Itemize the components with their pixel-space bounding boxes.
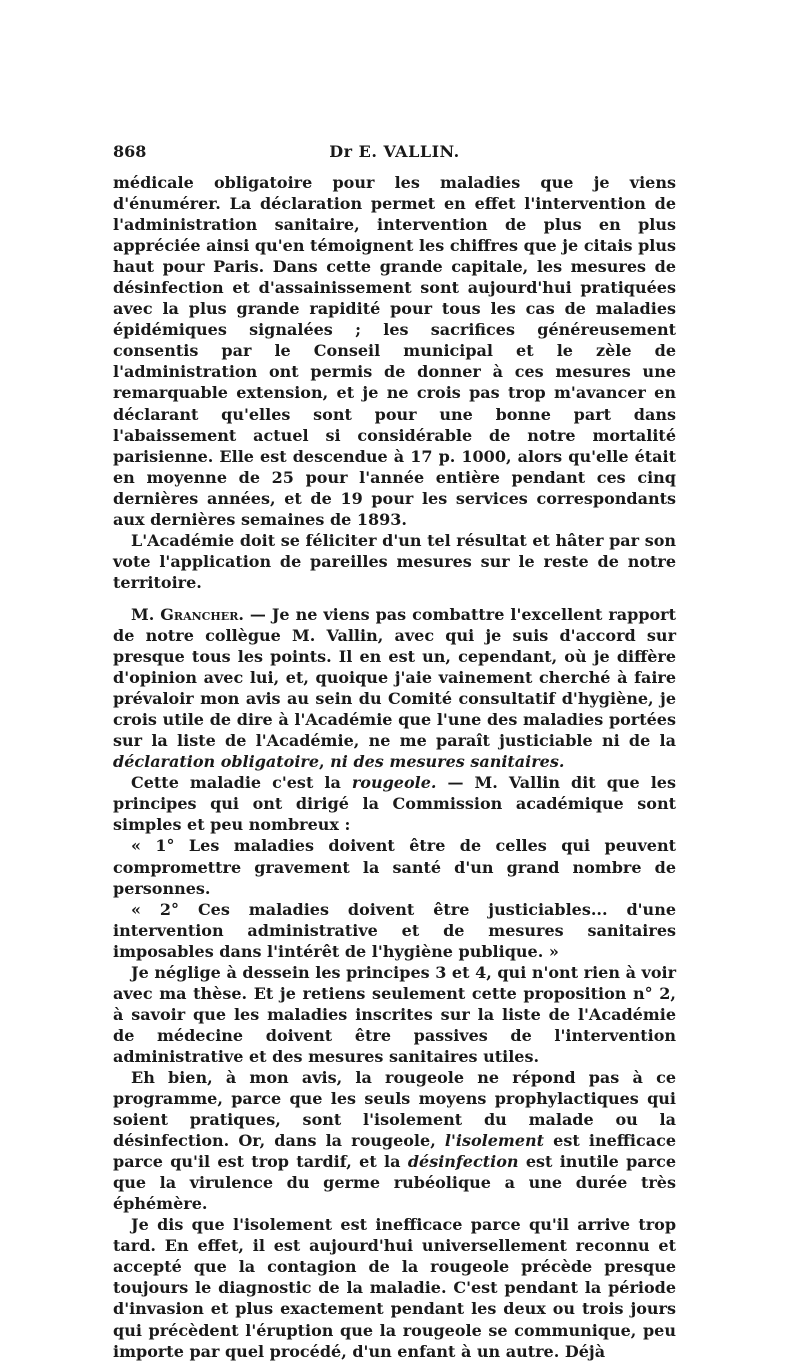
page-number: 868	[113, 142, 147, 161]
paragraph-8	[113, 1067, 676, 1214]
paragraph-8-text-a: Eh bien, à mon avis, la rougeole ne répond pas à ce programme, parce que les seuls moyens prophylactiques qui soient pratiques, sont l'isolement du malade ou la désinfection. Or, dans la rougeole,	[113, 1067, 676, 1151]
paragraph-2: L'Académie doit se féliciter d'un tel résultat et hâter par son vote l'application de pareilles mesures sur le reste de notre territoire.	[113, 530, 676, 592]
paragraph-4-italic-a: rougeole.	[351, 773, 437, 793]
paragraph-8-italic-b: désinfection	[407, 1152, 519, 1172]
body-text	[113, 172, 676, 1362]
paragraph-8-text-b: est inefficace parce qu'il est trop tardif, et la	[113, 1131, 676, 1172]
paragraph-3-italic-b: ni des mesures sanitaires.	[330, 752, 565, 772]
paragraph-4	[113, 772, 676, 835]
paragraph-1: médicale obligatoire pour les maladies que je viens d'énumérer. La déclaration permet en effet l'intervention de l'administration sanitaire, intervention de plus en plus appréciée ainsi qu'en témoignent les chiffres que je citais plus haut pour Paris. Dans cette grande capitale, les mesures de désinfection et d'assainissement sont aujourd'hui pratiquées avec la plus grande rapidité pour tous les cas de maladies épidémiques signalées ; les sacrifices généreusement consentis par le Conseil municipal et le zèle de l'administration ont permis de donner à ces mesures une remarquable extension, et je ne crois pas trop m'avancer en déclarant qu'elles sont pour une bonne part dans l'abaissement actuel si considérable de notre mortalité parisienne. Elle est descendue à 17 p. 1000, alors qu'elle était en moyenne de 25 pour l'année entière pendant ces cinq dernières années, et de 19 pour les services correspondants aux dernières semaines de 1893.	[113, 173, 676, 529]
paragraph-4-text-b: — M. Vallin dit que les principes qui ont dirigé la Commission académique sont simples et peu nombreux :	[113, 773, 676, 835]
paragraph-6: « 2° Ces maladies doivent être justiciables... d'une intervention administrative et de mesures sanitaires imposables dans l'intérêt de l'hygiène publique. »	[113, 899, 676, 961]
paragraph-7: Je néglige à dessein les principes 3 et 4, qui n'ont rien à voir avec ma thèse. Et je retiens seulement cette proposition n° 2, à savoir que les maladies inscrites sur la liste de l'Académie de médecine doivent être passives de l'intervention administrative et des mesures sanitaires utiles.	[113, 962, 676, 1066]
paragraph-4-text-a: Cette maladie c'est la	[131, 773, 352, 793]
paragraph-8-text-c: est inutile parce que la virulence du germe rubéolique a une durée très éphémère.	[113, 1152, 677, 1214]
speaker-name: M. Grancher.	[131, 604, 244, 624]
paragraph-9: Je dis que l'isolement est inefficace parce qu'il arrive trop tard. En effet, il est aujourd'hui universellement reconnu et accepté que la contagion de la rougeole précède presque toujours le diagnostic de la maladie. C'est pendant la période d'invasion et plus exactement pendant les deux ou trois jours qui précèdent l'éruption que la rougeole se communique, peu importe par quel procédé, d'un enfant à un autre. Déjà	[113, 1215, 676, 1361]
paragraph-5: « 1° Les maladies doivent être de celles qui peuvent compromettre gravement la santé d'un grand nombre de personnes.	[113, 836, 676, 898]
running-head: Dr E. VALLIN.	[329, 142, 460, 161]
paragraph-3-italic-a: déclaration obligatoire	[113, 752, 320, 772]
paragraph-3-text-a: — Je ne viens pas combattre l'excellent rapport de notre collègue M. Vallin, avec qui je suis d'accord sur presque tous les points. Il en est un, cependant, où je diffère d'opinion avec lui, et, quoique j'aie vainement cherché à faire prévaloir mon avis au sein du Comité consultatif d'hygiène, je crois utile de dire à l'Académie que l'une des maladies portées sur la liste de l'Académie, ne me paraît justiciable ni de la	[113, 604, 676, 751]
paragraph-3-text-b: ,	[319, 752, 331, 772]
paragraph-3	[113, 604, 676, 772]
paragraph-8-italic-a: l'isolement	[444, 1131, 545, 1151]
page-header	[113, 142, 676, 166]
